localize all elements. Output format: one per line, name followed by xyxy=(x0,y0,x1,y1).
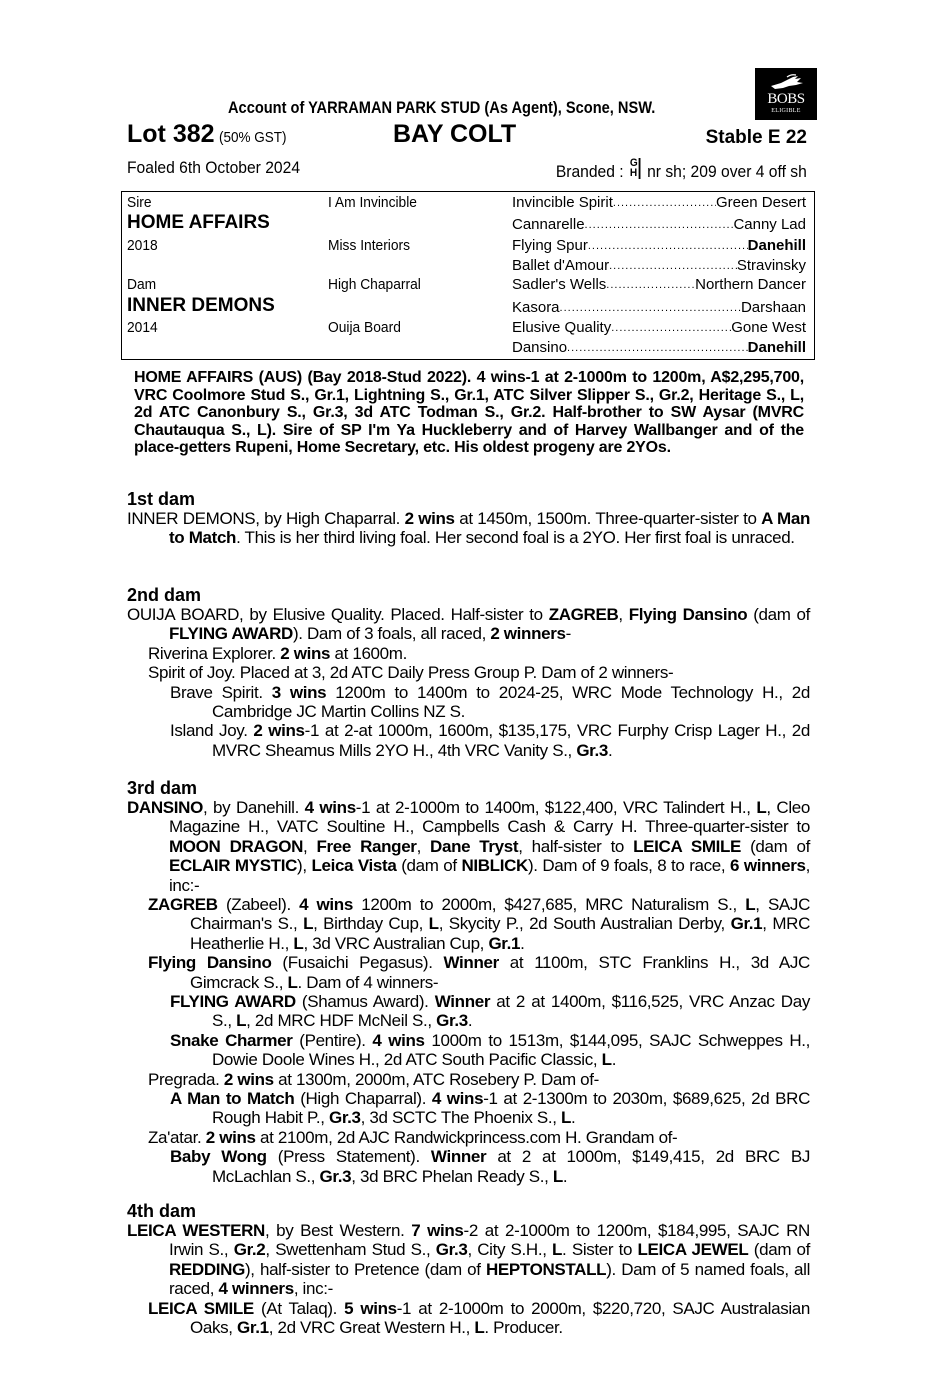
bold-text: Leica Vista xyxy=(311,856,397,876)
text: , 3d BRC Phelan Ready S., xyxy=(351,1166,553,1186)
bold-text: Gr.1 xyxy=(730,914,763,934)
text: (At Talaq). xyxy=(253,1298,345,1318)
bold-text: Gr.3 xyxy=(436,1011,468,1031)
text: at 2 at 1000m, $149,415, 2d BRC BJ McLachlan S., xyxy=(212,1147,810,1186)
bold-text: 3 wins xyxy=(271,682,327,702)
text: Brave Spirit. xyxy=(170,682,272,702)
bold-text: 6 winners xyxy=(730,856,806,876)
logo-subtext: ELIGIBLE xyxy=(771,108,801,114)
text: ). Dam of 9 foals, 8 to race, xyxy=(527,856,730,876)
text: - xyxy=(565,624,571,644)
sire-dam: Miss Interiors xyxy=(328,237,411,254)
bold-text: Free Ranger xyxy=(316,836,417,856)
bold-text: LEICA WESTERN xyxy=(127,1221,265,1240)
gg-right: Stravinsky xyxy=(736,257,806,274)
grandparent-row xyxy=(512,338,806,358)
bold-text: ECLAIR MYSTIC xyxy=(169,856,298,876)
gg-right: Danehill xyxy=(747,237,806,254)
lot-number xyxy=(127,120,294,149)
text: 1200m to 2000m, $427,685, MRC Naturalism S., xyxy=(352,895,746,914)
pedigree-entry xyxy=(127,509,810,548)
grandparent-row xyxy=(512,236,806,256)
gg-right: Green Desert xyxy=(715,194,806,211)
text: ), xyxy=(297,856,312,876)
bold-text: Dane Tryst xyxy=(430,836,519,856)
bold-text: DANSINO xyxy=(127,798,203,817)
bold-text: L xyxy=(601,1050,612,1070)
text: . Sister to xyxy=(562,1240,638,1260)
bold-text: 4 winners xyxy=(218,1279,294,1299)
grandparent-row xyxy=(512,256,806,276)
text: , 3d SCTC The Phoenix S., xyxy=(360,1108,561,1128)
grandparent-row xyxy=(512,298,806,318)
text: Pregrada. xyxy=(148,1069,224,1089)
gg-right: Northern Dancer xyxy=(695,276,806,293)
section-heading-4th-dam: 4th dam xyxy=(127,1201,197,1221)
text: (Press Statement). xyxy=(266,1147,431,1167)
gg-left: Kasora xyxy=(512,299,560,316)
pedigree-entry xyxy=(148,644,810,663)
text: . This is her third living foal. Her second foal is a 2YO. Her first foal is unraced. xyxy=(236,528,795,548)
text: at 2100m, 2d AJC Randwickprincess.com H. Grandam of- xyxy=(255,1127,678,1147)
pedigree-entry xyxy=(170,721,810,760)
bold-text: L xyxy=(552,1166,563,1186)
text: at 1450m, 1500m. Three-quarter-sister to xyxy=(454,509,762,528)
bold-text: L xyxy=(552,1240,563,1260)
gg-left: Dansino xyxy=(512,339,568,356)
bold-text: 4 wins xyxy=(299,895,353,914)
pedigree-entry xyxy=(170,1031,810,1070)
horse-head-icon xyxy=(767,74,805,92)
text: (High Chaparral). xyxy=(294,1089,432,1108)
text: Za'atar. xyxy=(148,1127,206,1147)
bold-text: 2 wins xyxy=(404,509,455,528)
text: OUIJA BOARD, by Elusive Quality. Placed. Half-sister to xyxy=(127,605,549,624)
bold-text: Flying Dansino xyxy=(628,605,748,624)
text: , Swettenham Stud S., xyxy=(265,1240,436,1260)
text: -1 at 2-at 1000m, 1600m, $135,175, VRC Furphy Crisp Lager H., 2d MVRC Sheamus Mills 2YO H., 4th VRC Vanity S., xyxy=(212,721,810,760)
pedigree-entry xyxy=(148,895,810,953)
text: , xyxy=(303,836,317,856)
bold-text: Gr.1 xyxy=(237,1318,269,1337)
brand-letter-bottom: H xyxy=(630,167,638,179)
text: , inc:- xyxy=(169,856,810,895)
horse-description: BAY COLT xyxy=(393,120,517,148)
pedigree-entry xyxy=(170,1147,810,1186)
text: . xyxy=(520,933,525,953)
section-heading-2nd-dam: 2nd dam xyxy=(127,585,202,605)
text: Riverina Explorer. xyxy=(148,643,281,663)
text: , 3d VRC Australian Cup, xyxy=(303,933,489,953)
text: Spirit of Joy. Placed at 3, 2d ATC Daily Press Group P. Dam of 2 winners- xyxy=(148,663,674,683)
section-heading-1st-dam: 1st dam xyxy=(127,489,196,509)
text: at 2 at 1400m, $116,525, VRC Anzac Day S., xyxy=(212,992,810,1031)
gg-left: Elusive Quality xyxy=(512,319,612,336)
gg-right: Darshaan xyxy=(740,299,806,316)
gg-left: Cannarelle xyxy=(512,216,585,233)
bold-text: FLYING AWARD xyxy=(169,624,293,644)
text: -2 at 2-1000m to 1200m, $184,995, SAJC RN Irwin S., xyxy=(169,1221,810,1260)
brand-bar xyxy=(639,158,640,179)
text: (Shamus Award). xyxy=(295,992,435,1011)
bold-text: FLYING AWARD xyxy=(170,992,296,1011)
text: (Pentire). xyxy=(292,1030,373,1050)
bold-text: LEICA SMILE xyxy=(148,1298,254,1318)
bold-text: ZAGREB xyxy=(548,605,619,624)
gg-right: Gone West xyxy=(731,319,806,336)
logo-text: BOBS xyxy=(767,91,805,107)
bold-text: Gr.3 xyxy=(319,1166,352,1186)
text: (Zabeel). xyxy=(217,895,300,914)
text: , City S.H., xyxy=(467,1240,552,1260)
dam-year: 2014 xyxy=(127,319,158,336)
dam-name: INNER DEMONS xyxy=(127,295,275,316)
bold-text: L xyxy=(293,933,304,953)
text: , SAJC Chairman's S., xyxy=(190,895,811,934)
bold-text: 4 wins xyxy=(431,1089,484,1108)
bold-text: LEICA SMILE xyxy=(633,836,742,856)
lot-label: Lot 382 xyxy=(127,120,215,148)
text: , 2d VRC Great Western H., xyxy=(268,1318,475,1337)
text: -1 at 2-1300m to 2030m, $689,625, 2d BRC Rough Habit P., xyxy=(212,1089,810,1128)
bold-text: L xyxy=(287,972,298,992)
text: . Producer. xyxy=(484,1318,563,1337)
bold-text: REDDING xyxy=(169,1259,245,1279)
bold-text: L xyxy=(236,1011,247,1031)
foaled-date: Foaled 6th October 2024 xyxy=(127,158,301,177)
text: INNER DEMONS, by High Chaparral. xyxy=(127,509,405,528)
vendor-account: Account of YARRAMAN PARK STUD (As Agent), Scone, NSW. xyxy=(228,98,656,117)
stable-location: Stable E 22 xyxy=(705,127,807,148)
bold-text: L xyxy=(561,1108,572,1128)
section-heading-3rd-dam: 3rd dam xyxy=(127,778,198,798)
text: ), half-sister to Pretence (dam of xyxy=(244,1259,486,1279)
text: . Dam of 4 winners- xyxy=(297,972,439,992)
text: , Cleo Magazine H., VATC Soultine H., Campbells Cash & Carry H. Three-quarter-sister to xyxy=(169,798,810,837)
bold-text: Flying Dansino xyxy=(148,953,272,973)
text: at 1300m, 2000m, ATC Rosebery P. Dam of- xyxy=(273,1069,599,1089)
pedigree-entry xyxy=(148,1128,810,1147)
branded-detail: nr sh; 209 over 4 off sh xyxy=(647,162,807,181)
text: -1 at 2-1000m to 2000m, $220,720, SAJC Australasian Oaks, xyxy=(190,1298,810,1337)
text: (dam of xyxy=(741,836,811,856)
sire-sire: I Am Invincible xyxy=(328,194,417,211)
bold-text: MOON DRAGON xyxy=(169,836,304,856)
text: . xyxy=(562,1166,568,1186)
bold-text: Snake Charmer xyxy=(170,1030,293,1050)
text: 1000m to 1513m, $144,095, SAJC Schweppes H., Dowie Doole Wines H., 2d ATC South Pacific Classic, xyxy=(212,1030,810,1070)
gg-right: Danehill xyxy=(747,339,806,356)
dam-dam: Ouija Board xyxy=(328,319,401,336)
gg-left: Invincible Spirit xyxy=(512,194,613,211)
bold-text: 2 wins xyxy=(280,643,331,663)
bold-text: 4 wins xyxy=(304,798,356,817)
brand-mark-icon xyxy=(630,158,641,180)
bold-text: Gr.2 xyxy=(233,1240,266,1260)
text: . xyxy=(467,1011,473,1031)
grandparent-row xyxy=(512,193,806,213)
bold-text: 5 wins xyxy=(344,1298,397,1318)
text: , xyxy=(618,605,629,624)
sire-summary: HOME AFFAIRS (AUS) (Bay 2018-Stud 2022). 4 wins-1 at 2-1000m to 1200m, A$2,295,700, VRC Coolmore Stud S., Gr.1, Lightning S., Gr.1, ATC Silver Slipper S., Gr.2, Heritage S., L, 2d ATC Canonbury S., Gr.3, 3d ATC Todman S., Gr.2. Half-brother to SW Aysar (MVRC Chautauqua S., L). Sire of SP I'm Ya Huckleberry and of Harvey Wallbanger and of the place-getters Rupeni, Home Secretary, etc. His oldest progeny are 2YOs. xyxy=(134,369,804,456)
gg-left: Ballet d'Amour xyxy=(512,257,610,274)
bold-text: 2 wins xyxy=(253,721,305,741)
text: ). Dam of 3 foals, all raced, xyxy=(292,624,491,644)
text: 1200m to 1400m to 2024-25, WRC Mode Technology H., 2d Cambridge JC Martin Collins NZ S. xyxy=(212,682,810,721)
bold-text: Winner xyxy=(443,953,499,973)
text: Island Joy. xyxy=(170,721,254,741)
text: , by Best Western. xyxy=(264,1221,412,1240)
pedigree-entry xyxy=(127,798,810,895)
dam-sire: High Chaparral xyxy=(328,276,421,293)
gg-left: Flying Spur xyxy=(512,237,588,254)
text: , Birthday Cup, xyxy=(313,914,429,934)
text: at 1100m, STC Franklins H., 3d AJC Gimcrack S., xyxy=(190,953,810,992)
pedigree-entry xyxy=(170,1089,810,1128)
bold-text: L xyxy=(303,914,314,934)
bold-text: A Man to Match xyxy=(170,1089,295,1108)
pedigree-entry xyxy=(170,992,810,1031)
bold-text: 2 wins xyxy=(223,1069,274,1089)
pedigree-entry xyxy=(148,953,810,992)
bobs-eligible-logo xyxy=(755,68,817,120)
bold-text: Winner xyxy=(434,992,491,1011)
bold-text: A Man to Match xyxy=(169,509,810,548)
text: , MRC Heatherlie H., xyxy=(190,914,810,953)
text: -1 at 2-1000m to 1400m, $122,400, VRC Talindert H., xyxy=(355,798,757,817)
bold-text: ZAGREB xyxy=(148,895,218,914)
text: , inc:- xyxy=(293,1279,333,1299)
grandparent-row xyxy=(512,275,806,295)
sire-name: HOME AFFAIRS xyxy=(127,212,270,233)
text: at 1600m. xyxy=(330,643,407,663)
grandparent-row xyxy=(512,318,806,338)
bold-text: Winner xyxy=(430,1147,487,1167)
brand-letter-top: G xyxy=(630,157,638,169)
bold-text: Gr.1 xyxy=(488,933,521,953)
bold-text: 2 wins xyxy=(205,1127,256,1147)
text: ). Dam of 5 named foals, all raced, xyxy=(169,1259,810,1299)
text: . xyxy=(608,740,613,760)
bold-text: HEPTONSTALL xyxy=(485,1259,607,1279)
text: , half-sister to xyxy=(518,836,634,856)
text: . xyxy=(611,1050,617,1070)
bold-text: Gr.3 xyxy=(435,1240,468,1260)
brand-info xyxy=(556,158,807,182)
gg-left: Sadler's Wells xyxy=(512,276,607,293)
pedigree-entry xyxy=(170,683,810,722)
text: . xyxy=(571,1108,576,1128)
bold-text: Gr.3 xyxy=(576,740,608,760)
bold-text: Baby Wong xyxy=(170,1147,267,1167)
pedigree-entry xyxy=(148,663,810,682)
pedigree-entry xyxy=(127,1221,810,1299)
bold-text: 2 winners xyxy=(490,624,566,644)
bold-text: LEICA JEWEL xyxy=(637,1240,749,1260)
bold-text: Gr.3 xyxy=(328,1108,361,1128)
text: (Fusaichi Pegasus). xyxy=(271,953,444,973)
gst-note: (50% GST) xyxy=(218,129,287,146)
pedigree-entry xyxy=(148,1299,810,1338)
bold-text: NIBLICK xyxy=(461,856,528,876)
gg-right: Canny Lad xyxy=(733,216,806,233)
text: (dam of xyxy=(396,856,462,876)
sire-year: 2018 xyxy=(127,237,158,254)
bold-text: 7 wins xyxy=(411,1221,464,1240)
bold-text: L xyxy=(474,1318,485,1337)
grandparent-row xyxy=(512,215,806,235)
text: (dam of xyxy=(747,605,810,624)
dam-label: Dam xyxy=(127,276,157,293)
text: , xyxy=(416,836,431,856)
sire-label: Sire xyxy=(127,194,152,211)
pedigree-entry xyxy=(127,605,810,644)
text: , 2d MRC HDF McNeil S., xyxy=(246,1011,437,1031)
text: , by Danehill. xyxy=(202,798,305,817)
pedigree-entry xyxy=(148,1070,810,1089)
text: , Skycity P., 2d South Australian Derby, xyxy=(438,914,731,934)
bold-text: L xyxy=(756,798,767,817)
text: (dam of xyxy=(748,1240,811,1260)
bold-text: L xyxy=(428,914,439,934)
bold-text: L xyxy=(745,895,756,914)
branded-label: Branded : xyxy=(556,162,624,181)
bold-text: 4 wins xyxy=(372,1030,425,1050)
